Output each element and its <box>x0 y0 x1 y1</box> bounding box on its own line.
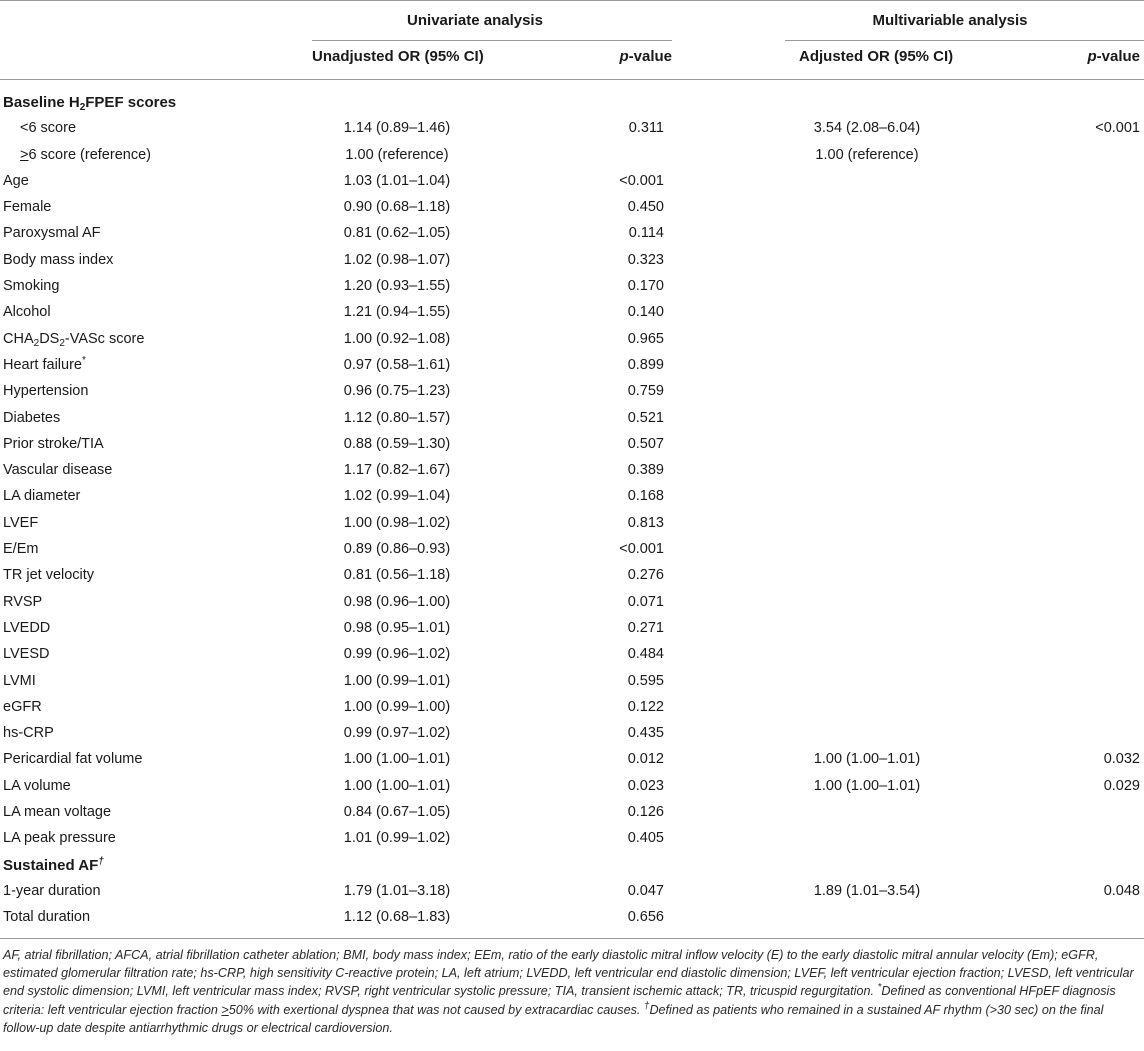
table-row: Smoking 1.20 (0.93–1.55) 0.170 <box>3 278 664 295</box>
table-row: Diabetes 1.12 (0.80–1.57) 0.521 <box>3 409 664 426</box>
table-row: LA mean voltage 0.84 (0.67–1.05) 0.126 <box>3 804 664 821</box>
variable-label: Age <box>3 172 29 189</box>
univariate-p-value-cell: 0.405 <box>627 830 664 847</box>
univariate-p-value-cell: 0.071 <box>627 593 664 610</box>
table-row: LA peak pressure 1.01 (0.99–1.02) 0.405 <box>3 830 664 847</box>
variable-label: 1-year duration <box>3 882 101 899</box>
table-bottom-rule <box>0 938 1144 939</box>
multivariable-p-value-cell: 0.029 <box>1103 777 1140 794</box>
univariate-p-value-cell: <0.001 <box>619 541 664 558</box>
univariate-p-value-cell: 0.122 <box>627 698 664 715</box>
univariate-group-header: Univariate analysis <box>407 12 543 29</box>
univariate-p-value-cell: 0.435 <box>627 725 664 742</box>
variable-label: Total duration <box>3 909 91 926</box>
univariate-p-value-cell: 0.170 <box>627 278 664 295</box>
table-row: Alcohol 1.21 (0.94–1.55) 0.140 <box>3 304 664 321</box>
variable-label: $CHA_2DS_2$-VASc score <box>3 330 145 349</box>
variable-label: Female <box>3 199 52 216</box>
table-row: Total duration 1.12 (0.68–1.83) 0.656 <box>3 909 664 926</box>
section-header-row <box>0 854 1144 880</box>
variable-label: Heart failure* <box>3 355 86 373</box>
table-row: LVEF 1.00 (0.98–1.02) 0.813 <box>3 514 664 531</box>
table-row: LVMI 1.00 (0.99–1.01) 0.595 <box>3 672 664 689</box>
table-row: LVEDD 0.98 (0.95–1.01) 0.271 <box>3 619 664 636</box>
variable-label: Pericardial fat volume <box>3 751 143 768</box>
table-row: hs-CRP 0.99 (0.97–1.02) 0.435 <box>3 725 664 742</box>
adjusted-or-header: Adjusted OR (95% CI) <box>799 48 954 65</box>
univariate-p-value-cell: 0.484 <box>627 646 664 663</box>
table-row: eGFR 1.00 (0.99–1.00) 0.122 <box>3 698 664 715</box>
univariate-p-value-cell: 0.114 <box>628 225 664 242</box>
variable-label: Body mass index <box>3 251 114 268</box>
variable-label: <6 score <box>20 120 77 137</box>
multivariable-group-header: Multivariable analysis <box>872 12 1028 29</box>
p-italic: p <box>1087 48 1097 65</box>
univariate-p-value-cell: 0.140 <box>627 304 664 321</box>
variable-label: LA volume <box>3 777 71 794</box>
table-row: TR jet velocity 0.81 (0.56–1.18) 0.276 <box>3 567 664 584</box>
univariate-p-value-cell: 0.965 <box>627 330 664 347</box>
variable-label: eGFR <box>3 698 42 715</box>
variable-label: Hypertension <box>3 383 89 400</box>
table-row: 1-year duration 1.79 (1.01–3.18) 0.047 1.89 (1.01–3.54) 0.048 <box>3 882 1140 899</box>
variable-label: LA peak pressure <box>3 830 116 847</box>
table-row: Prior stroke/TIA 0.88 (0.59–1.30) 0.507 <box>3 435 664 452</box>
table-row: E/Em 0.89 (0.86–0.93) <0.001 <box>3 541 664 558</box>
table-row: Pericardial fat volume 1.00 (1.00–1.01) 0.012 1.00 (1.00–1.01) 0.032 <box>3 751 1140 768</box>
table-row: LA diameter 1.02 (0.99–1.04) 0.168 <box>3 488 664 505</box>
univariate-p-value-cell: 0.323 <box>627 251 664 268</box>
variable-label: Prior stroke/TIA <box>3 435 104 452</box>
univariate-p-value-cell: 0.012 <box>627 751 664 768</box>
univariate-p-value-cell: 0.521 <box>627 409 664 426</box>
table-row: >6 score (reference) 1.00 (reference) 1.00 (reference) <box>20 146 919 163</box>
univariate-p-value-cell: 0.023 <box>627 777 664 794</box>
variable-label: LA diameter <box>3 488 81 505</box>
p-value-suffix: -value <box>628 48 672 65</box>
variable-label: Paroxysmal AF <box>3 225 101 242</box>
variable-label: RVSP <box>3 593 43 610</box>
variable-label: Vascular disease <box>3 462 113 479</box>
variable-label: >6 score (reference) <box>20 146 151 163</box>
table-row: RVSP 0.98 (0.96–1.00) 0.071 <box>3 593 664 610</box>
multivariable-group-rule <box>785 40 1144 41</box>
variable-label: Diabetes <box>3 409 61 426</box>
multivariable-p-value-cell: 0.032 <box>1103 751 1140 768</box>
univariate-p-value-cell: 0.126 <box>627 804 664 821</box>
section-label: Baseline $H_2FPEF$ scores <box>3 94 177 113</box>
variable-label: LA mean voltage <box>3 804 112 821</box>
variable-label: Alcohol <box>3 304 51 321</box>
table-row: Age 1.03 (1.01–1.04) <0.001 <box>3 172 664 189</box>
table-row: Vascular disease 1.17 (0.82–1.67) 0.389 <box>3 462 664 479</box>
abbreviations-footnote: AF, atrial fibrillation; AFCA, atrial fibrillation catheter ablation; BMI, body mass index; EEm, ratio of the early diastolic mitral inflow velocity (E) to the early diastolic mitral annular velocity (Em); eGFR, estimated glomerular filtration rate; hs-CRP, high sensitivity C-reactive protein; LA, left atrium; LVEDD, left ventricular end diastolic dimension; LVEF, left ventricular ejection fraction; LVESD, left ventricular end systolic dimension; LVMI, left ventricular mass index; RVSP, right ventricular systolic pressure; TIA, transient ischemic attack; TR, tricuspid regurgitation. <box>3 948 1134 999</box>
variable-label: LVEF <box>3 514 39 531</box>
univariate-p-value-cell: 0.271 <box>627 619 664 636</box>
univariate-p-value-cell: 0.656 <box>627 909 664 926</box>
symbol-footnotes: *Defined as conventional HFpEF diagnosis criteria: left ventricular ejection fraction >50% with exertional dyspnea that was not caused by extracardiac causes. †Defined as patients who remained in a sustained AF rhythm (>30 sec) on the final follow-up date despite antiarrhythmic drugs or electrical cardioversion. <box>3 982 1116 1035</box>
variable-label: LVMI <box>3 672 36 689</box>
section-label: Sustained AF† <box>3 855 104 874</box>
univariate-p-value-cell: 0.813 <box>627 514 664 531</box>
table-row: Hypertension 0.96 (0.75–1.23) 0.759 <box>3 383 664 400</box>
p-italic: p <box>619 48 629 65</box>
univariate-p-value-cell: <0.001 <box>619 172 664 189</box>
univariate-p-value-header <box>619 48 672 65</box>
univariate-p-value-cell: 0.759 <box>627 383 664 400</box>
table-top-rule <box>0 0 1144 1</box>
unadjusted-or-header: Unadjusted OR (95% CI) <box>312 48 484 65</box>
univariate-p-value-cell: 0.389 <box>627 462 664 479</box>
table-row: <6 score 1.14 (0.89–1.46) 0.311 3.54 (2.08–6.04) <0.001 <box>20 120 1140 137</box>
table-footnote <box>3 946 1141 1037</box>
variable-label: hs-CRP <box>3 725 54 742</box>
univariate-p-value-cell: 0.899 <box>627 356 664 373</box>
table-row: Body mass index 1.02 (0.98–1.07) 0.323 <box>3 251 664 268</box>
variable-label: LVEDD <box>3 619 51 636</box>
multivariable-p-value-cell: <0.001 <box>1095 120 1140 137</box>
table-row: LA volume 1.00 (1.00–1.01) 0.023 1.00 (1.00–1.01) 0.029 <box>3 777 1140 794</box>
multivariable-p-value-header <box>1087 48 1140 65</box>
univariate-p-value-cell: 0.168 <box>627 488 664 505</box>
univariate-p-value-cell: 0.595 <box>627 672 664 689</box>
univariate-p-value-cell: 0.450 <box>627 199 664 216</box>
p-value-suffix: -value <box>1096 48 1140 65</box>
table-row: $CHA_2DS_2$-VASc score 1.00 (0.92–1.08) 0.965 <box>3 330 664 349</box>
univariate-p-value-cell: 0.276 <box>627 567 664 584</box>
table-row: Paroxysmal AF 0.81 (0.62–1.05) 0.114 <box>3 225 664 242</box>
univariate-p-value-cell: 0.047 <box>627 882 664 899</box>
table-row: LVESD 0.99 (0.96–1.02) 0.484 <box>3 646 664 663</box>
variable-label: E/Em <box>3 541 39 558</box>
table-row: Heart failure* 0.97 (0.58–1.61) 0.899 <box>3 355 664 373</box>
univariate-p-value-cell: 0.507 <box>627 435 664 452</box>
header-bottom-rule <box>0 79 1144 80</box>
section-header-row <box>0 91 1144 117</box>
univariate-group-rule <box>312 40 672 41</box>
variable-label: LVESD <box>3 646 50 663</box>
table-body <box>0 91 1144 933</box>
table-row: Female 0.90 (0.68–1.18) 0.450 <box>3 199 664 216</box>
variable-label: Smoking <box>3 278 60 295</box>
univariate-p-value-cell: 0.311 <box>628 120 664 137</box>
variable-label: TR jet velocity <box>3 567 95 584</box>
multivariable-p-value-cell: 0.048 <box>1103 882 1140 899</box>
